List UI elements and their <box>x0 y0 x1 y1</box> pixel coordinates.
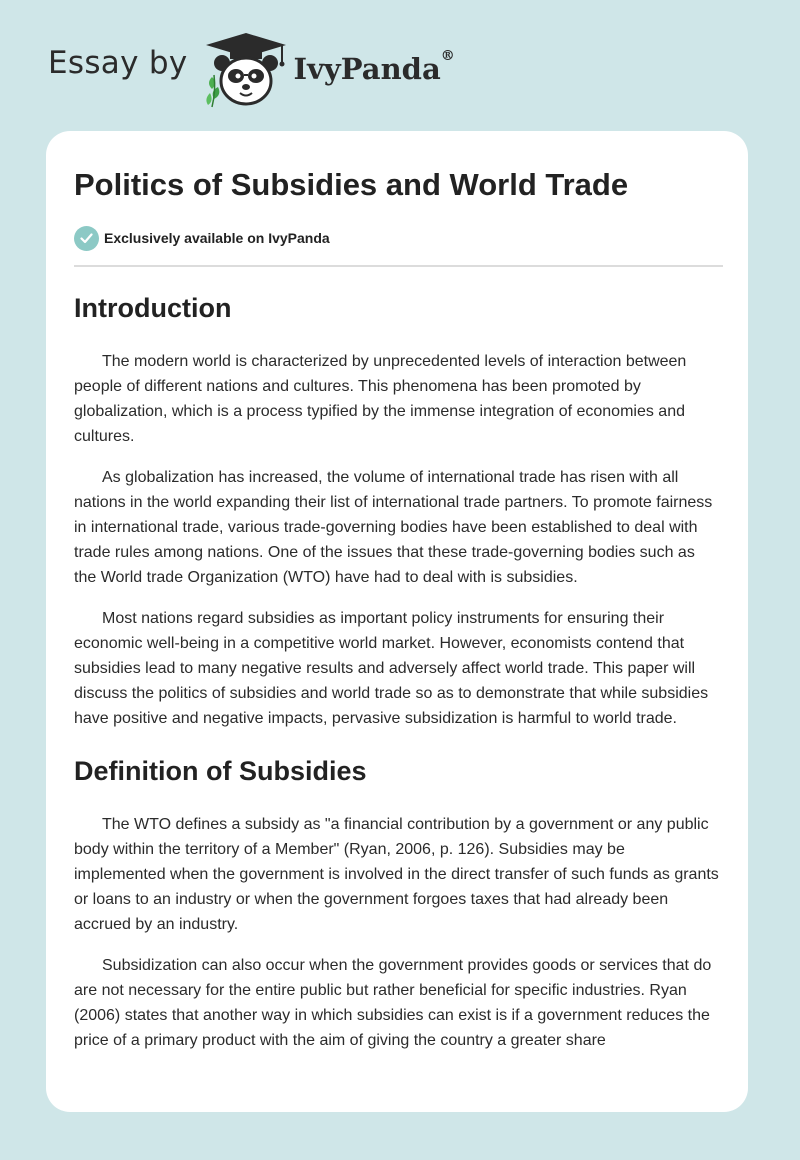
section-heading-introduction: Introduction <box>74 293 232 323</box>
title-divider <box>74 265 723 267</box>
exclusive-badge <box>74 225 720 251</box>
paragraph: Most nations regard subsidies as important policy instruments for ensuring their economic well-being in a competitive world market. However, economists contend that subsidies lead to many negative results and adversely affect world trade. This paper will discuss the politics of subsidies and world trade so as to demonstrate that while subsidies have positive and negative impacts, pervasive subsidization is harmful to world trade. <box>74 610 709 727</box>
site-header <box>48 30 455 110</box>
ivypanda-logo[interactable] <box>202 31 455 109</box>
brand-name: IvyPanda® <box>293 48 455 86</box>
panda-mascot-icon <box>202 31 290 109</box>
paragraph: The modern world is characterized by unprecedented levels of interaction between people of different nations and cultures. This phenomena has been promoted by globalization, which is a process typified by the immense integration of economies and cultures. <box>74 353 687 445</box>
section-heading-definition: Definition of Subsidies <box>74 756 367 786</box>
check-icon <box>74 226 99 251</box>
exclusive-label: Exclusively available on IvyPanda <box>104 230 330 246</box>
essay-by-label: Essay by <box>48 45 188 81</box>
paragraph: The WTO defines a subsidy as "a financial contribution by a government or any public body within the territory of a Member" (Ryan, 2006, p. 126). Subsidies may be implemented when the government is involved in the direct transfer of such funds as grants or loans to an industry or when the government forgoes taxes that had already been accrued by an industry. <box>74 816 719 933</box>
essay-card <box>46 131 748 1112</box>
paragraph: As globalization has increased, the volume of international trade has risen with all nations in the world expanding their list of international trade partners. To promote fairness in international trade, various trade-governing bodies have been established to deal with trade rules among nations. One of the issues that these trade-governing bodies such as the World trade Organization (WTO) have had to deal with is subsidies. <box>74 469 713 586</box>
essay-title: Politics of Subsidies and World Trade <box>74 167 629 202</box>
paragraph: Subsidization can also occur when the government provides goods or services that do are not necessary for the entire public but rather beneficial for specific industries. Ryan (2006) states that another way in which subsidies can exist is if a government reduces the price of a primary product with the aim of giving the country a greater share <box>74 957 712 1049</box>
